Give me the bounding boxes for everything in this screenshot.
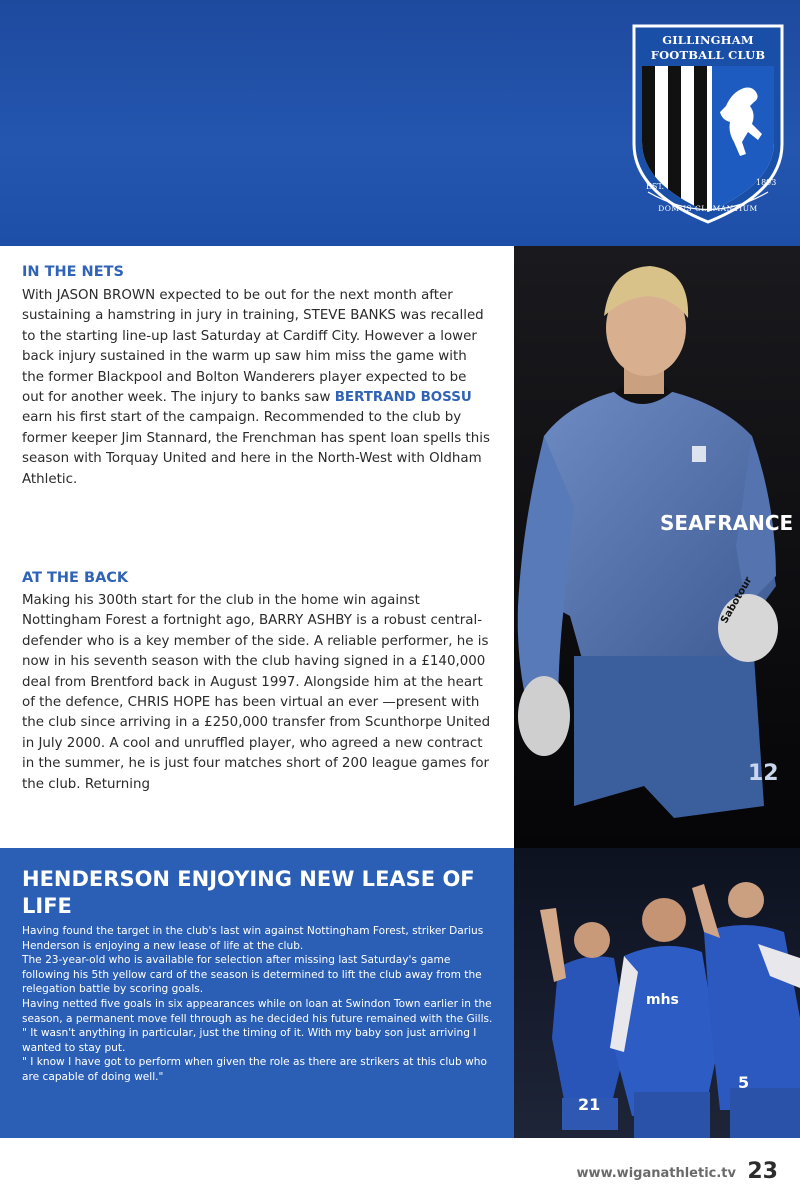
henderson-quote-1: " It wasn't anything in particular, just the timing of it. With my baby son just arriving I wanted to stay put. — [22, 1027, 477, 1054]
goalkeeper-photo — [514, 246, 800, 848]
henderson-quote-2: " I know I have got to perform when given the role as there are strikers at this club who are capable of doing well." — [22, 1056, 487, 1083]
keeper-shirt-sponsor: SEAFRANCE — [660, 511, 794, 535]
gillingham-crest — [628, 22, 788, 226]
at-the-back-text: Making his 300th start for the club in the home win against Nottingham Forest a fortnight ago, BARRY ASHBY is a robust central-defender who is a key member of the side. A reliable performer, he is now in his seventh season with the club having signed in a £140,000 deal from Brentford back in August 1997. Alongside him at the heart of the defence, CHRIS HOPE has been virtual an ever —present with the club since arriving in a £250,000 transfer from Scunthorpe United in July 2000. A cool and unruffled player, who agreed a new contract in the summer, he is just four matches short of 200 league games for the club. Returning — [22, 593, 491, 792]
henderson-headline: HENDERSON ENJOYING NEW LEASE OF LIFE — [22, 867, 475, 918]
top-banner — [0, 0, 800, 246]
at-the-back-heading: AT THE BACK — [22, 570, 129, 586]
in-the-nets-text-part2: expected to be out for the next month after sustaining a hamstring in jury in training, STEVE BANKS was recalled to the starting line-up last Saturday at Cardiff City. However a lower back injury sustained in the warm up saw him miss the game with the former Blackpool and Bolton Wanderers player expected to be out for another week. The injury to banks saw — [22, 288, 484, 406]
in-the-nets-heading: IN THE NETS — [22, 264, 124, 280]
in-the-nets-text-part1: With — [22, 288, 57, 303]
keeper-shorts-number: 12 — [748, 761, 779, 786]
crest-motto: DOMUS CLAMANTIUM — [658, 204, 758, 213]
celebration-photo — [514, 848, 800, 1138]
henderson-paragraph-1: Having found the target in the club's last win against Nottingham Forest, striker Darius Henderson is enjoying a new lease of life at the club. — [22, 925, 484, 952]
player-name-bertrand-bossu: BERTRAND BOSSU — [334, 390, 472, 406]
glove-brand-text: Sabotour — [719, 575, 755, 626]
celebration-shorts-number-2: 5 — [738, 1073, 750, 1092]
henderson-paragraph-2: The 23-year-old who is available for selection after missing last Saturday's game following his 5th yellow card of the season is determined to lift the club away from the relegation battle by scoring goals. — [22, 954, 482, 996]
crest-title-line1: GILLINGHAM — [662, 33, 754, 47]
in-the-nets-text — [22, 286, 492, 490]
crest-est: EST. — [646, 182, 665, 191]
player-name-jason-brown: JASON BROWN — [56, 288, 156, 303]
team-news-article — [0, 246, 514, 848]
henderson-feature-panel — [0, 848, 514, 1138]
in-the-nets-text-part3: earn his first start of the campaign. Recommended to the club by former keeper Jim Stannard, the Frenchman has spent loan spells this season with Torquay United and here in the North-West with Oldham Athletic. — [22, 410, 490, 487]
page-footer — [0, 1138, 800, 1198]
celebration-shirt-sponsor: mhs — [646, 992, 679, 1008]
footer-page-number: 23 — [747, 1159, 778, 1184]
crest-title-line2: FOOTBALL CLUB — [650, 48, 766, 62]
henderson-paragraph-3: Having netted five goals in six appearances while on loan at Swindon Town earlier in the season, a permanent move fell through as he decided his future remained with the Gills. — [22, 997, 493, 1025]
henderson-body — [22, 924, 500, 1085]
celebration-shorts-number-1: 21 — [578, 1095, 601, 1114]
crest-year: 1893 — [756, 178, 777, 187]
footer-website-url: www.wiganathletic.tv — [576, 1166, 736, 1181]
